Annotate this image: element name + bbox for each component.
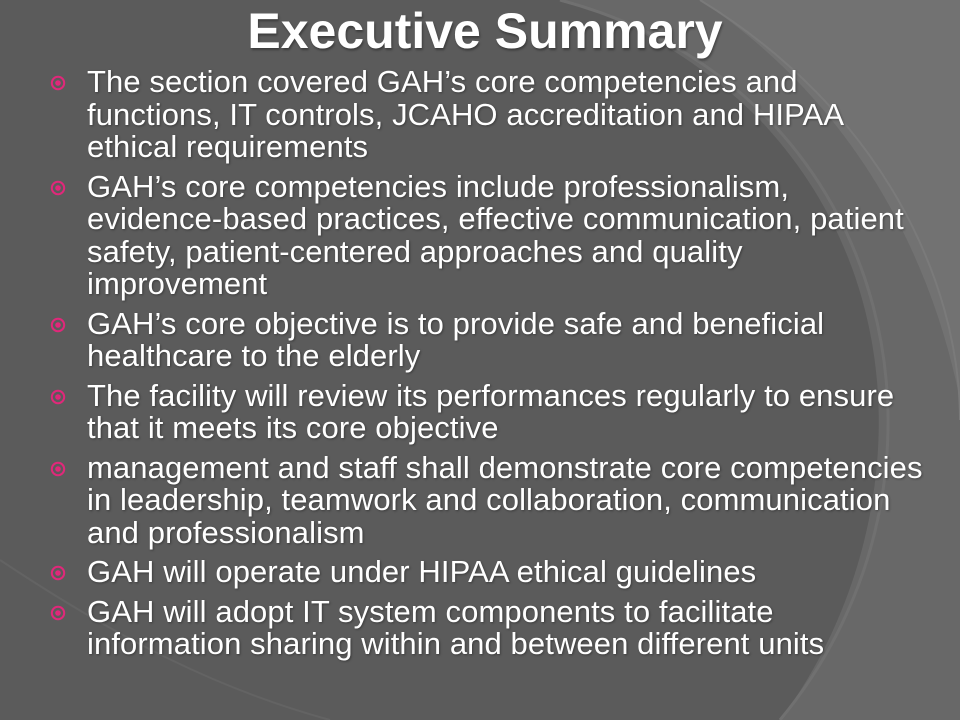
bullet-text: GAH’s core competencies include professionalism, evidence-based practices, effective communication, patient safety, patient-centered approaches and quality improvement: [87, 168, 904, 301]
bullet-text: The facility will review its performances regularly to ensure that it meets its core objective: [87, 377, 895, 445]
bullet-item: [50, 377, 930, 445]
bullet-list: [50, 66, 930, 668]
slide-title: Executive Summary: [247, 3, 723, 59]
bullet-item: [50, 593, 930, 661]
circle-dot-bullet-icon: [50, 461, 66, 477]
bullet-item: [50, 556, 930, 589]
bullet-item: [50, 66, 930, 164]
circle-dot-bullet-icon: [50, 180, 66, 196]
bullet-item: [50, 305, 930, 373]
bullet-text: GAH will operate under HIPAA ethical guidelines: [87, 554, 757, 589]
bullet-text: The section covered GAH’s core competencies and functions, IT controls, JCAHO accreditation and HIPAA ethical requirements: [87, 64, 843, 164]
circle-dot-bullet-icon: [50, 605, 66, 621]
bullet-text: GAH’s core objective is to provide safe and beneficial healthcare to the elderly: [87, 305, 825, 373]
bullet-item: [50, 168, 930, 301]
circle-dot-bullet-icon: [50, 75, 66, 91]
circle-dot-bullet-icon: [50, 317, 66, 333]
circle-dot-bullet-icon: [50, 565, 66, 581]
circle-dot-bullet-icon: [50, 389, 66, 405]
bullet-item: [50, 449, 930, 550]
bullet-text: GAH will adopt IT system components to facilitate information sharing within and between different units: [87, 593, 825, 661]
bullet-text: management and staff shall demonstrate core competencies in leadership, teamwork and collaboration, communication and professionalism: [87, 449, 923, 550]
